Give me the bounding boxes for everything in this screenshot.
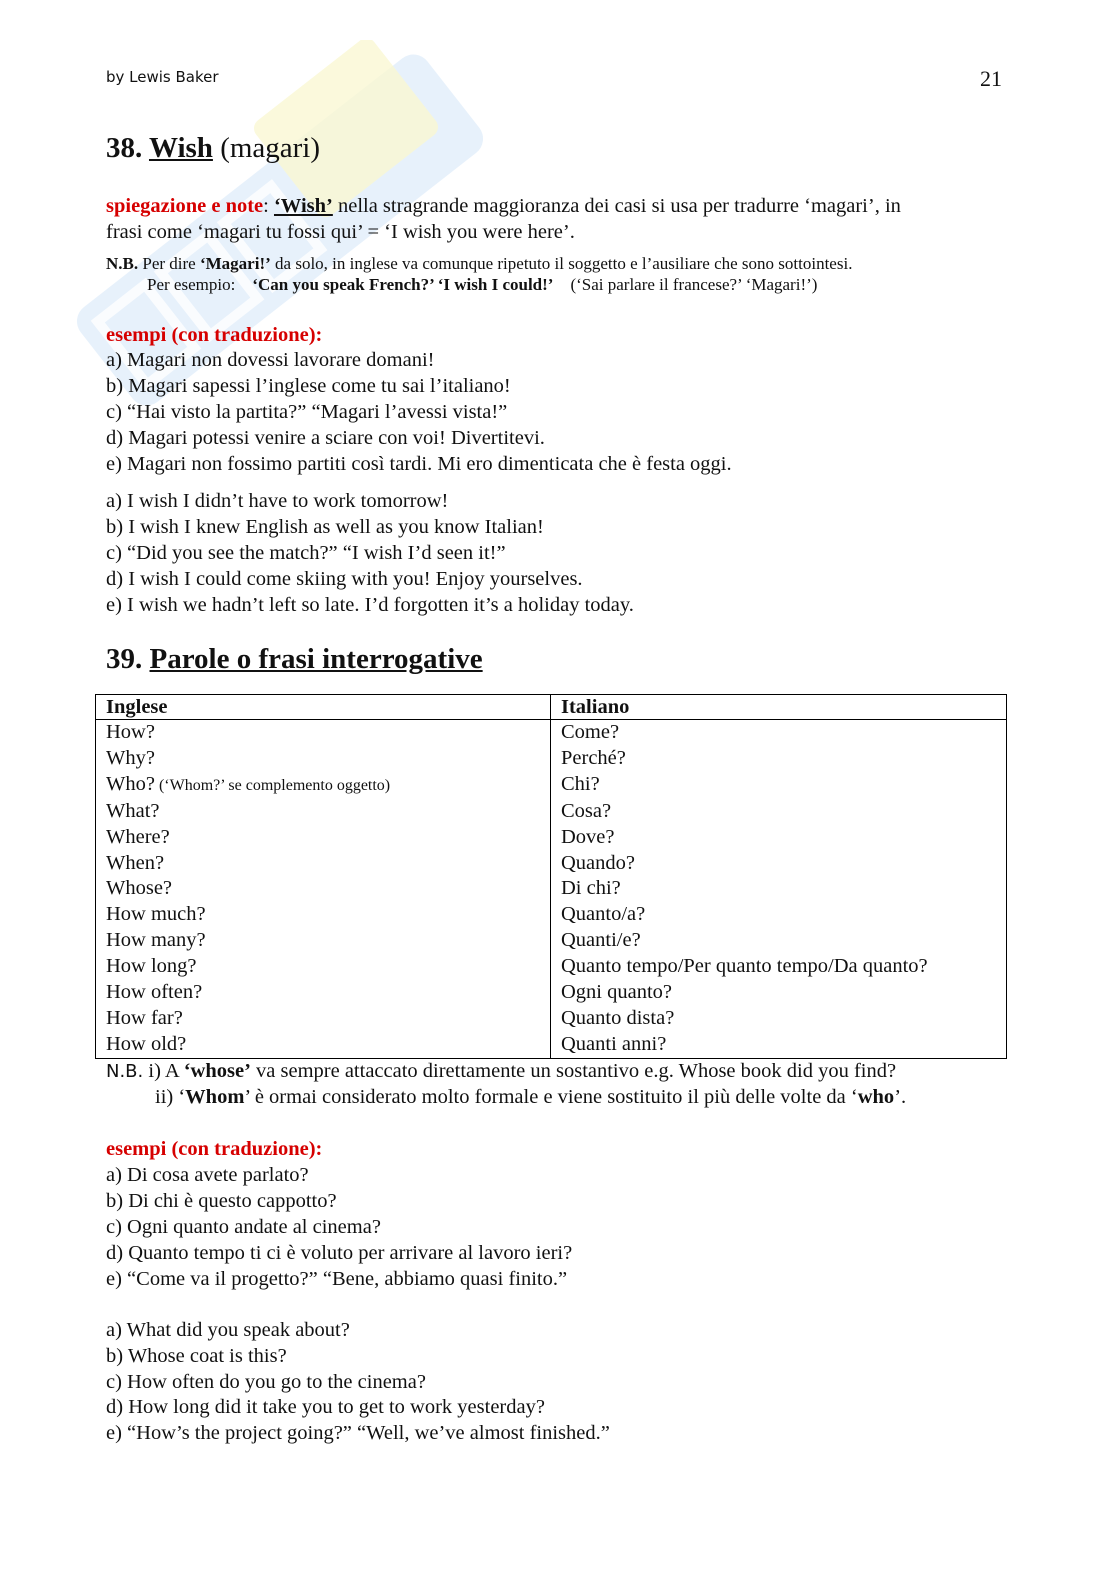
section-38-number: 38. xyxy=(106,132,143,164)
table-row xyxy=(96,746,1007,772)
spiegazione-text-1: nella stragrande maggioranza dei casi si usa per tradurre ‘magari’, in xyxy=(332,195,901,217)
table-row xyxy=(96,1032,1007,1058)
section-38-subtitle: (magari) xyxy=(220,132,321,164)
table-row xyxy=(96,851,1007,877)
nb-38-line-1 xyxy=(106,254,852,274)
section-39-title xyxy=(106,643,483,676)
cell-it: Quanto dista? xyxy=(551,1006,1007,1032)
example-38-it-e: e) Magari non fossimo partiti così tardi. Mi ero dimenticata che è festa oggi. xyxy=(106,453,732,475)
nb-39-1a: i) A xyxy=(143,1060,184,1082)
spiegazione-line-2: frasi come ‘magari tu fossi qui’ = ‘I wish you were here’. xyxy=(106,221,575,243)
cell-en: How much? xyxy=(96,902,551,928)
table-header-inglese: Inglese xyxy=(96,695,551,720)
cell-it: Quando? xyxy=(551,851,1007,877)
spiegazione-wish: ‘Wish’ xyxy=(273,195,333,217)
cell-en: How many? xyxy=(96,928,551,954)
example-39-it-c: c) Ogni quanto andate al cinema? xyxy=(106,1216,381,1238)
spiegazione-line-1: spiegazione e note: ‘Wish’ nella stragrande maggioranza dei casi si usa per tradurre ‘magari’, in xyxy=(106,195,901,217)
cell-en-text: Who? xyxy=(106,772,155,795)
example-38-en-a: a) I wish I didn’t have to work tomorrow! xyxy=(106,490,449,512)
cell-en: When? xyxy=(96,851,551,877)
cell-en: How often? xyxy=(96,980,551,1006)
cell-it: Cosa? xyxy=(551,799,1007,825)
example-39-en-c: c) How often do you go to the cinema? xyxy=(106,1371,426,1393)
table-row xyxy=(96,1006,1007,1032)
example-38-it-d: d) Magari potessi venire a sciare con voi! Divertitevi. xyxy=(106,427,545,449)
nb-39-whom: Whom xyxy=(185,1086,245,1108)
cell-en-note: (‘Whom?’ se complemento oggetto) xyxy=(154,776,391,794)
cell-en: What? xyxy=(96,799,551,825)
table-row xyxy=(96,980,1007,1006)
section-39-heading: Parole o frasi interrogative xyxy=(149,643,483,675)
example-39-en-e: e) “How’s the project going?” “Well, we’ve almost finished.” xyxy=(106,1422,610,1444)
nb-39-1c: va sempre attaccato direttamente un sostantivo e.g. Whose book did you find? xyxy=(250,1060,897,1082)
example-38-it-a: a) Magari non dovessi lavorare domani! xyxy=(106,349,435,371)
example-38-en-e: e) I wish we hadn’t left so late. I’d forgotten it’s a holiday today. xyxy=(106,594,634,616)
section-38-heading: Wish xyxy=(148,132,213,164)
nb-39-label: N.B. xyxy=(106,1061,144,1082)
interrogatives-table xyxy=(95,694,1007,1059)
table-row xyxy=(96,954,1007,980)
nb-39-2a: ii) ‘ xyxy=(155,1086,186,1108)
table-row xyxy=(96,720,1007,746)
nb-38-text-a: Per dire xyxy=(138,254,200,273)
cell-it: Chi? xyxy=(551,772,1007,799)
cell-it: Quanto tempo/Per quanto tempo/Da quanto? xyxy=(551,954,1007,980)
spiegazione-label: spiegazione e note xyxy=(106,195,264,217)
cell-en: Where? xyxy=(96,825,551,851)
page-number: 21 xyxy=(980,66,1002,91)
cell-it: Quanto/a? xyxy=(551,902,1007,928)
nb-39-2c: ’ è ormai considerato molto formale e viene sostituito il più delle volte da ‘ xyxy=(244,1086,858,1108)
nb-38-text-b: da solo, in inglese va comunque ripetuto il soggetto e l’ausiliare che sono sottointesi. xyxy=(270,254,853,273)
cell-en: How long? xyxy=(96,954,551,980)
example-39-en-d: d) How long did it take you to get to work yesterday? xyxy=(106,1396,545,1418)
nb-39-line-2 xyxy=(155,1084,906,1110)
table-row xyxy=(96,799,1007,825)
example-39-it-e: e) “Come va il progetto?” “Bene, abbiamo quasi finito.” xyxy=(106,1268,568,1290)
esempi-39-label: esempi (con traduzione): xyxy=(106,1138,323,1160)
cell-en xyxy=(96,772,551,799)
table-row xyxy=(96,772,1007,799)
example-39-en-b: b) Whose coat is this? xyxy=(106,1345,287,1367)
example-38-en-c: c) “Did you see the match?” “I wish I’d seen it!” xyxy=(106,542,506,564)
example-38-it-b: b) Magari sapessi l’inglese come tu sai l’italiano! xyxy=(106,375,511,397)
cell-it: Come? xyxy=(551,720,1007,746)
example-39-it-a: a) Di cosa avete parlato? xyxy=(106,1164,309,1186)
cell-it: Ogni quanto? xyxy=(551,980,1007,1006)
cell-en: Why? xyxy=(96,746,551,772)
example-39-en-a: a) What did you speak about? xyxy=(106,1319,350,1341)
table-row xyxy=(96,928,1007,954)
nb-38-example-translation: (‘Sai parlare il francese?’ ‘Magari!’) xyxy=(570,275,818,294)
nb-39-who: who xyxy=(857,1086,895,1108)
table-header-italiano: Italiano xyxy=(551,695,1007,720)
cell-en: How old? xyxy=(96,1032,551,1058)
cell-it: Dove? xyxy=(551,825,1007,851)
nb-39-2e: ’. xyxy=(894,1086,907,1108)
example-38-en-d: d) I wish I could come skiing with you! Enjoy yourselves. xyxy=(106,568,583,590)
cell-en: How far? xyxy=(96,1006,551,1032)
nb-38-label: N.B. xyxy=(106,254,139,273)
cell-it: Quanti/e? xyxy=(551,928,1007,954)
table-row xyxy=(96,902,1007,928)
cell-en: Whose? xyxy=(96,876,551,902)
cell-it: Quanti anni? xyxy=(551,1032,1007,1058)
example-39-it-b: b) Di chi è questo cappotto? xyxy=(106,1190,337,1212)
nb-38-example-bold: ‘Can you speak French?’ ‘I wish I could!’ xyxy=(252,275,554,294)
example-38-it-c: c) “Hai visto la partita?” “Magari l’avessi vista!” xyxy=(106,401,508,423)
nb-39-line-1 xyxy=(106,1058,896,1085)
section-38-title xyxy=(106,132,320,165)
section-39-number: 39. xyxy=(106,643,143,675)
cell-it: Di chi? xyxy=(551,876,1007,902)
table-header-row xyxy=(96,695,1007,720)
example-39-it-d: d) Quanto tempo ti ci è voluto per arrivare al lavoro ieri? xyxy=(106,1242,573,1264)
table-row xyxy=(96,876,1007,902)
nb-39-whose: ‘whose’ xyxy=(183,1060,251,1082)
cell-en: How? xyxy=(96,720,551,746)
esempi-38-label: esempi (con traduzione): xyxy=(106,324,323,346)
table-row xyxy=(96,825,1007,851)
cell-it: Perché? xyxy=(551,746,1007,772)
example-38-en-b: b) I wish I knew English as well as you know Italian! xyxy=(106,516,544,538)
nb-38-example-label: Per esempio: xyxy=(147,275,236,294)
nb-38-line-2 xyxy=(147,275,817,295)
nb-38-magari: ‘Magari!’ xyxy=(199,254,271,273)
header-author: by Lewis Baker xyxy=(106,68,219,86)
